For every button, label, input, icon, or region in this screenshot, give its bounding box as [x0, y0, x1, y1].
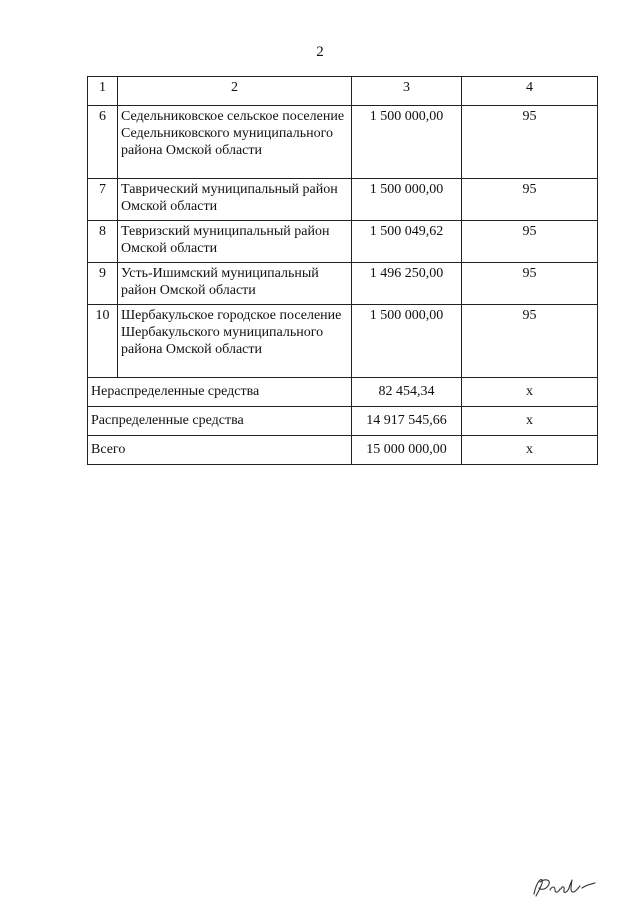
summary-row-unallocated [88, 378, 598, 407]
allocation-table [87, 76, 598, 465]
share-cell: 95 [462, 305, 598, 378]
handwritten-signature [528, 872, 598, 900]
municipality-name: Таврический муниципальный район Омской области [118, 179, 352, 221]
header-cell-1: 1 [88, 77, 118, 106]
header-cell-3: 3 [352, 77, 462, 106]
amount-cell: 1 500 000,00 [352, 106, 462, 179]
share-cell: 95 [462, 106, 598, 179]
share-cell: 95 [462, 263, 598, 305]
municipality-name: Шербакульское городское поселение Шербакульского муниципального района Омской области [118, 305, 352, 378]
summary-amount: 82 454,34 [352, 378, 462, 407]
amount-cell: 1 500 000,00 [352, 305, 462, 378]
row-number: 9 [88, 263, 118, 305]
amount-cell: 1 496 250,00 [352, 263, 462, 305]
row-number: 8 [88, 221, 118, 263]
summary-row-allocated [88, 407, 598, 436]
summary-label: Нераспределенные средства [88, 378, 352, 407]
table-row [88, 179, 598, 221]
summary-share: х [462, 407, 598, 436]
table-row [88, 263, 598, 305]
summary-amount: 14 917 545,66 [352, 407, 462, 436]
amount-cell: 1 500 049,62 [352, 221, 462, 263]
header-cell-2: 2 [118, 77, 352, 106]
municipality-name: Усть-Ишимский муниципальный район Омской области [118, 263, 352, 305]
table-header-row [88, 77, 598, 106]
summary-row-total [88, 436, 598, 465]
summary-label: Всего [88, 436, 352, 465]
summary-amount: 15 000 000,00 [352, 436, 462, 465]
row-number: 6 [88, 106, 118, 179]
summary-share: х [462, 378, 598, 407]
row-number: 7 [88, 179, 118, 221]
header-cell-4: 4 [462, 77, 598, 106]
share-cell: 95 [462, 179, 598, 221]
amount-cell: 1 500 000,00 [352, 179, 462, 221]
table-row [88, 106, 598, 179]
row-number: 10 [88, 305, 118, 378]
table-row [88, 221, 598, 263]
summary-share: х [462, 436, 598, 465]
share-cell: 95 [462, 221, 598, 263]
table-row [88, 305, 598, 378]
municipality-name: Тевризский муниципальный район Омской области [118, 221, 352, 263]
municipality-name: Седельниковское сельское поселение Седельниковского муниципального района Омской области [118, 106, 352, 179]
summary-label: Распределенные средства [88, 407, 352, 436]
page-number: 2 [316, 44, 324, 60]
